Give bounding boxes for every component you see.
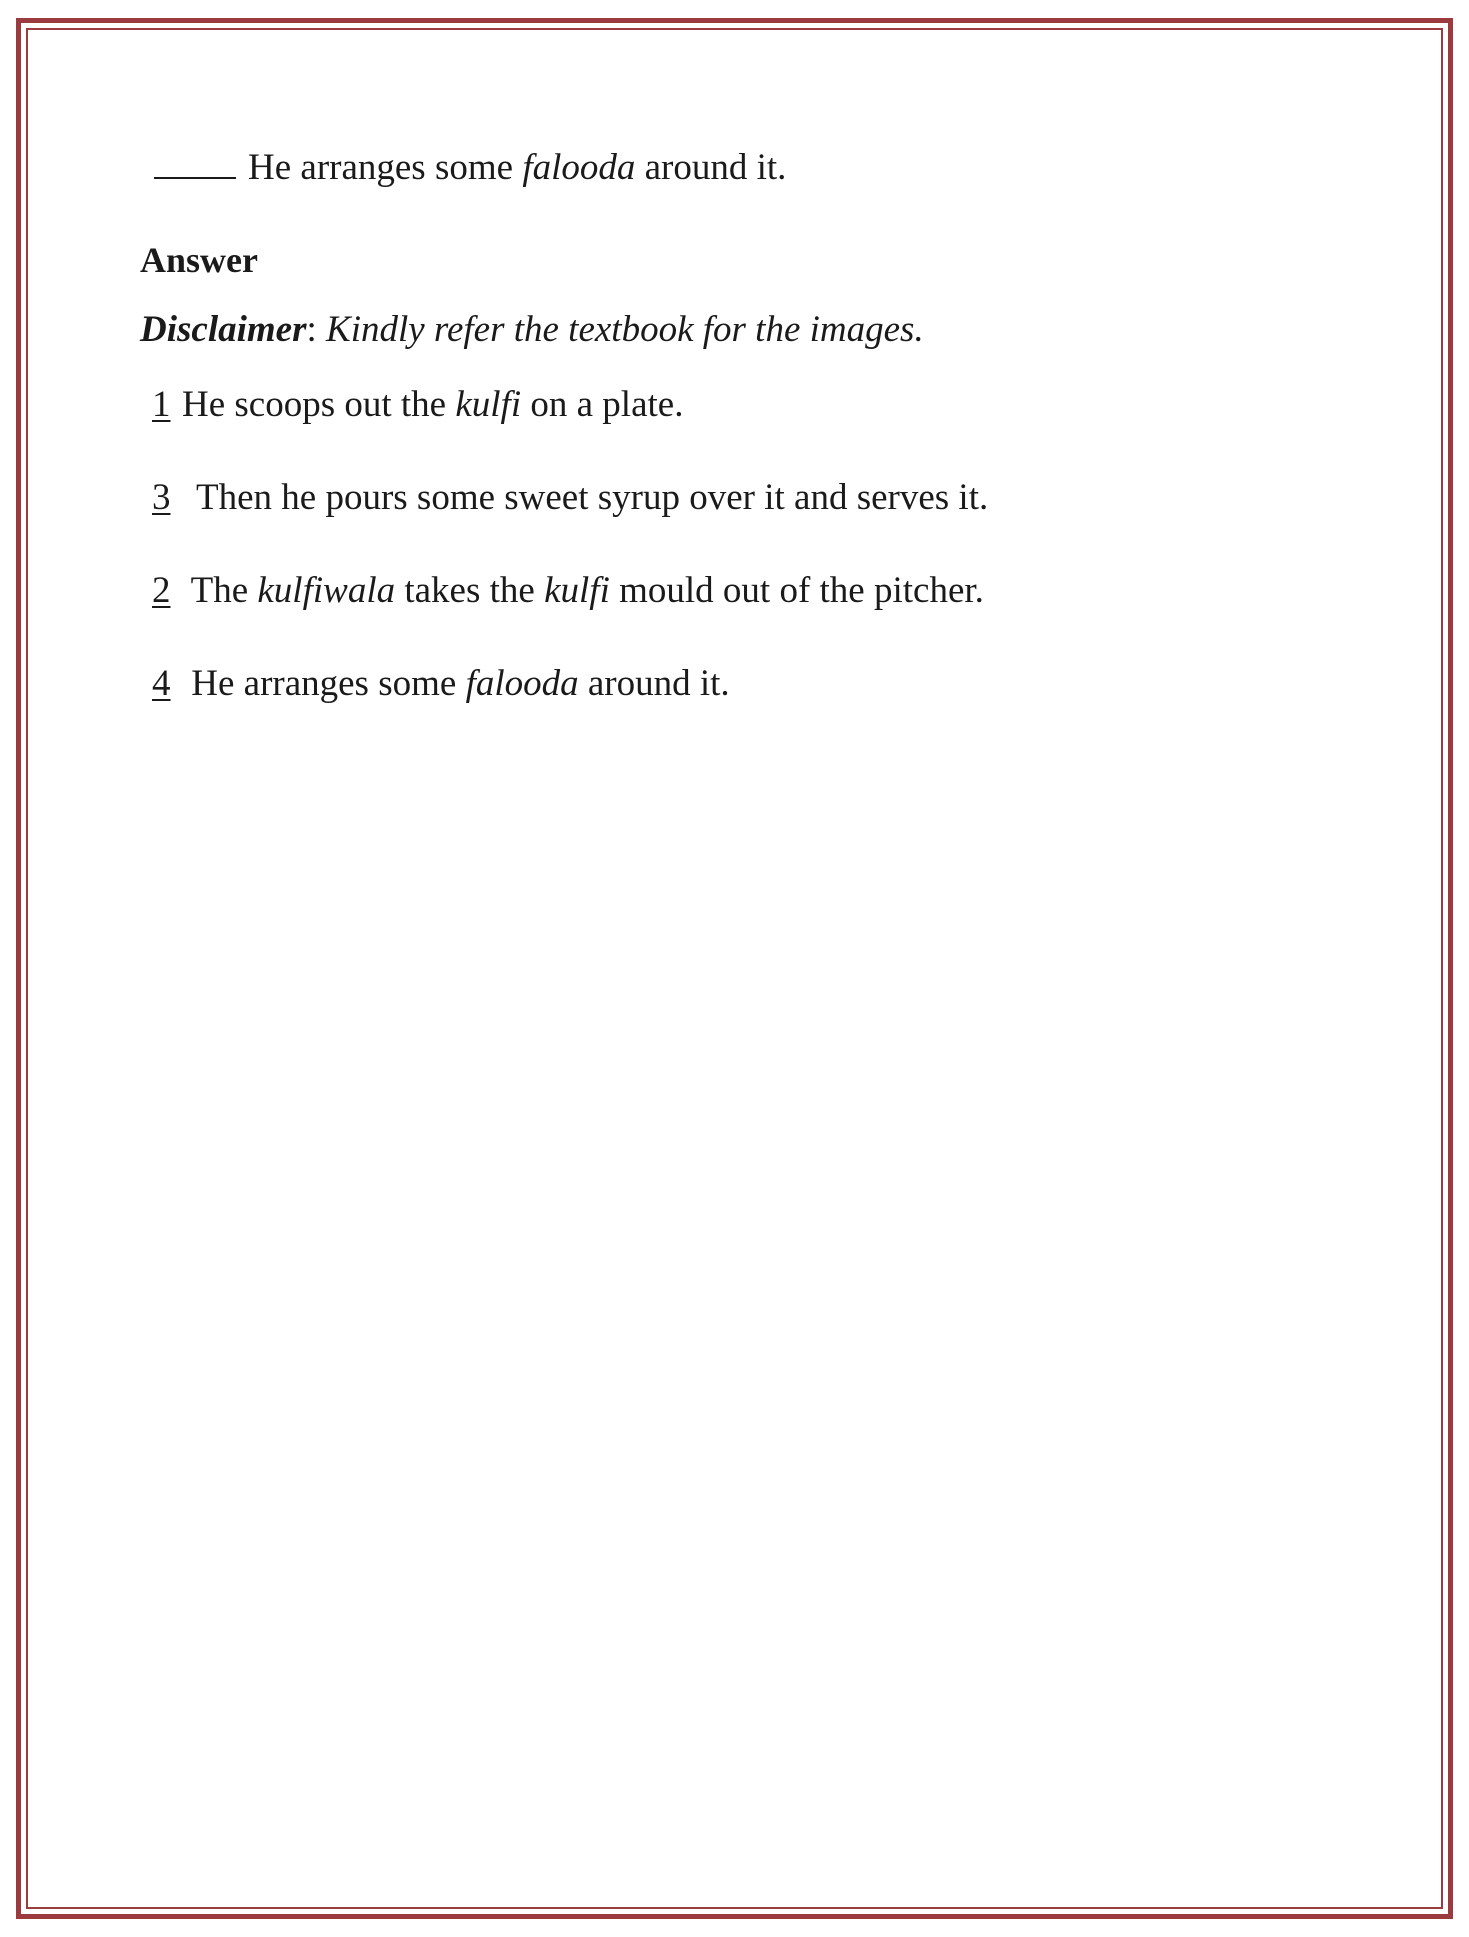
- answer-text-pre: The: [190, 570, 249, 611]
- answer-item: [140, 569, 984, 613]
- answer-blank: [154, 147, 236, 179]
- disclaimer-label: Disclaimer: [140, 309, 307, 350]
- answer-text-post: mould out of the pitcher.: [619, 570, 984, 611]
- answer-heading: Answer: [140, 240, 258, 280]
- answer-item: [140, 476, 988, 520]
- answer-text-post: on a plate.: [530, 384, 684, 425]
- question-text-italic: falooda: [522, 147, 636, 188]
- answer-text-pre: He scoops out the: [182, 384, 447, 425]
- answer-item: [140, 383, 683, 427]
- answer-text-italic: kulfi: [544, 570, 610, 611]
- question-text-post: around it.: [644, 147, 787, 188]
- disclaimer-colon: :: [306, 309, 317, 350]
- answer-text-mid: takes the: [404, 570, 535, 611]
- answer-text-post: around it.: [587, 663, 730, 704]
- answer-number: 3: [152, 477, 171, 518]
- disclaimer: [140, 308, 924, 352]
- answer-item: [140, 662, 730, 706]
- answer-text-italic: falooda: [465, 663, 579, 704]
- answer-number: 2: [152, 570, 171, 611]
- answer-text-pre: He arranges some: [191, 663, 457, 704]
- question-text-pre: He arranges some: [248, 147, 514, 188]
- answer-text-italic: kulfi: [455, 384, 522, 425]
- answer-text: Then he pours some sweet syrup over it and serves it.: [196, 477, 989, 518]
- answer-number: 1: [152, 384, 171, 425]
- answer-text-italic: kulfiwala: [257, 570, 396, 611]
- question-item: [140, 146, 786, 190]
- answer-number: 4: [152, 663, 171, 704]
- disclaimer-text: Kindly refer the textbook for the images.: [326, 309, 924, 350]
